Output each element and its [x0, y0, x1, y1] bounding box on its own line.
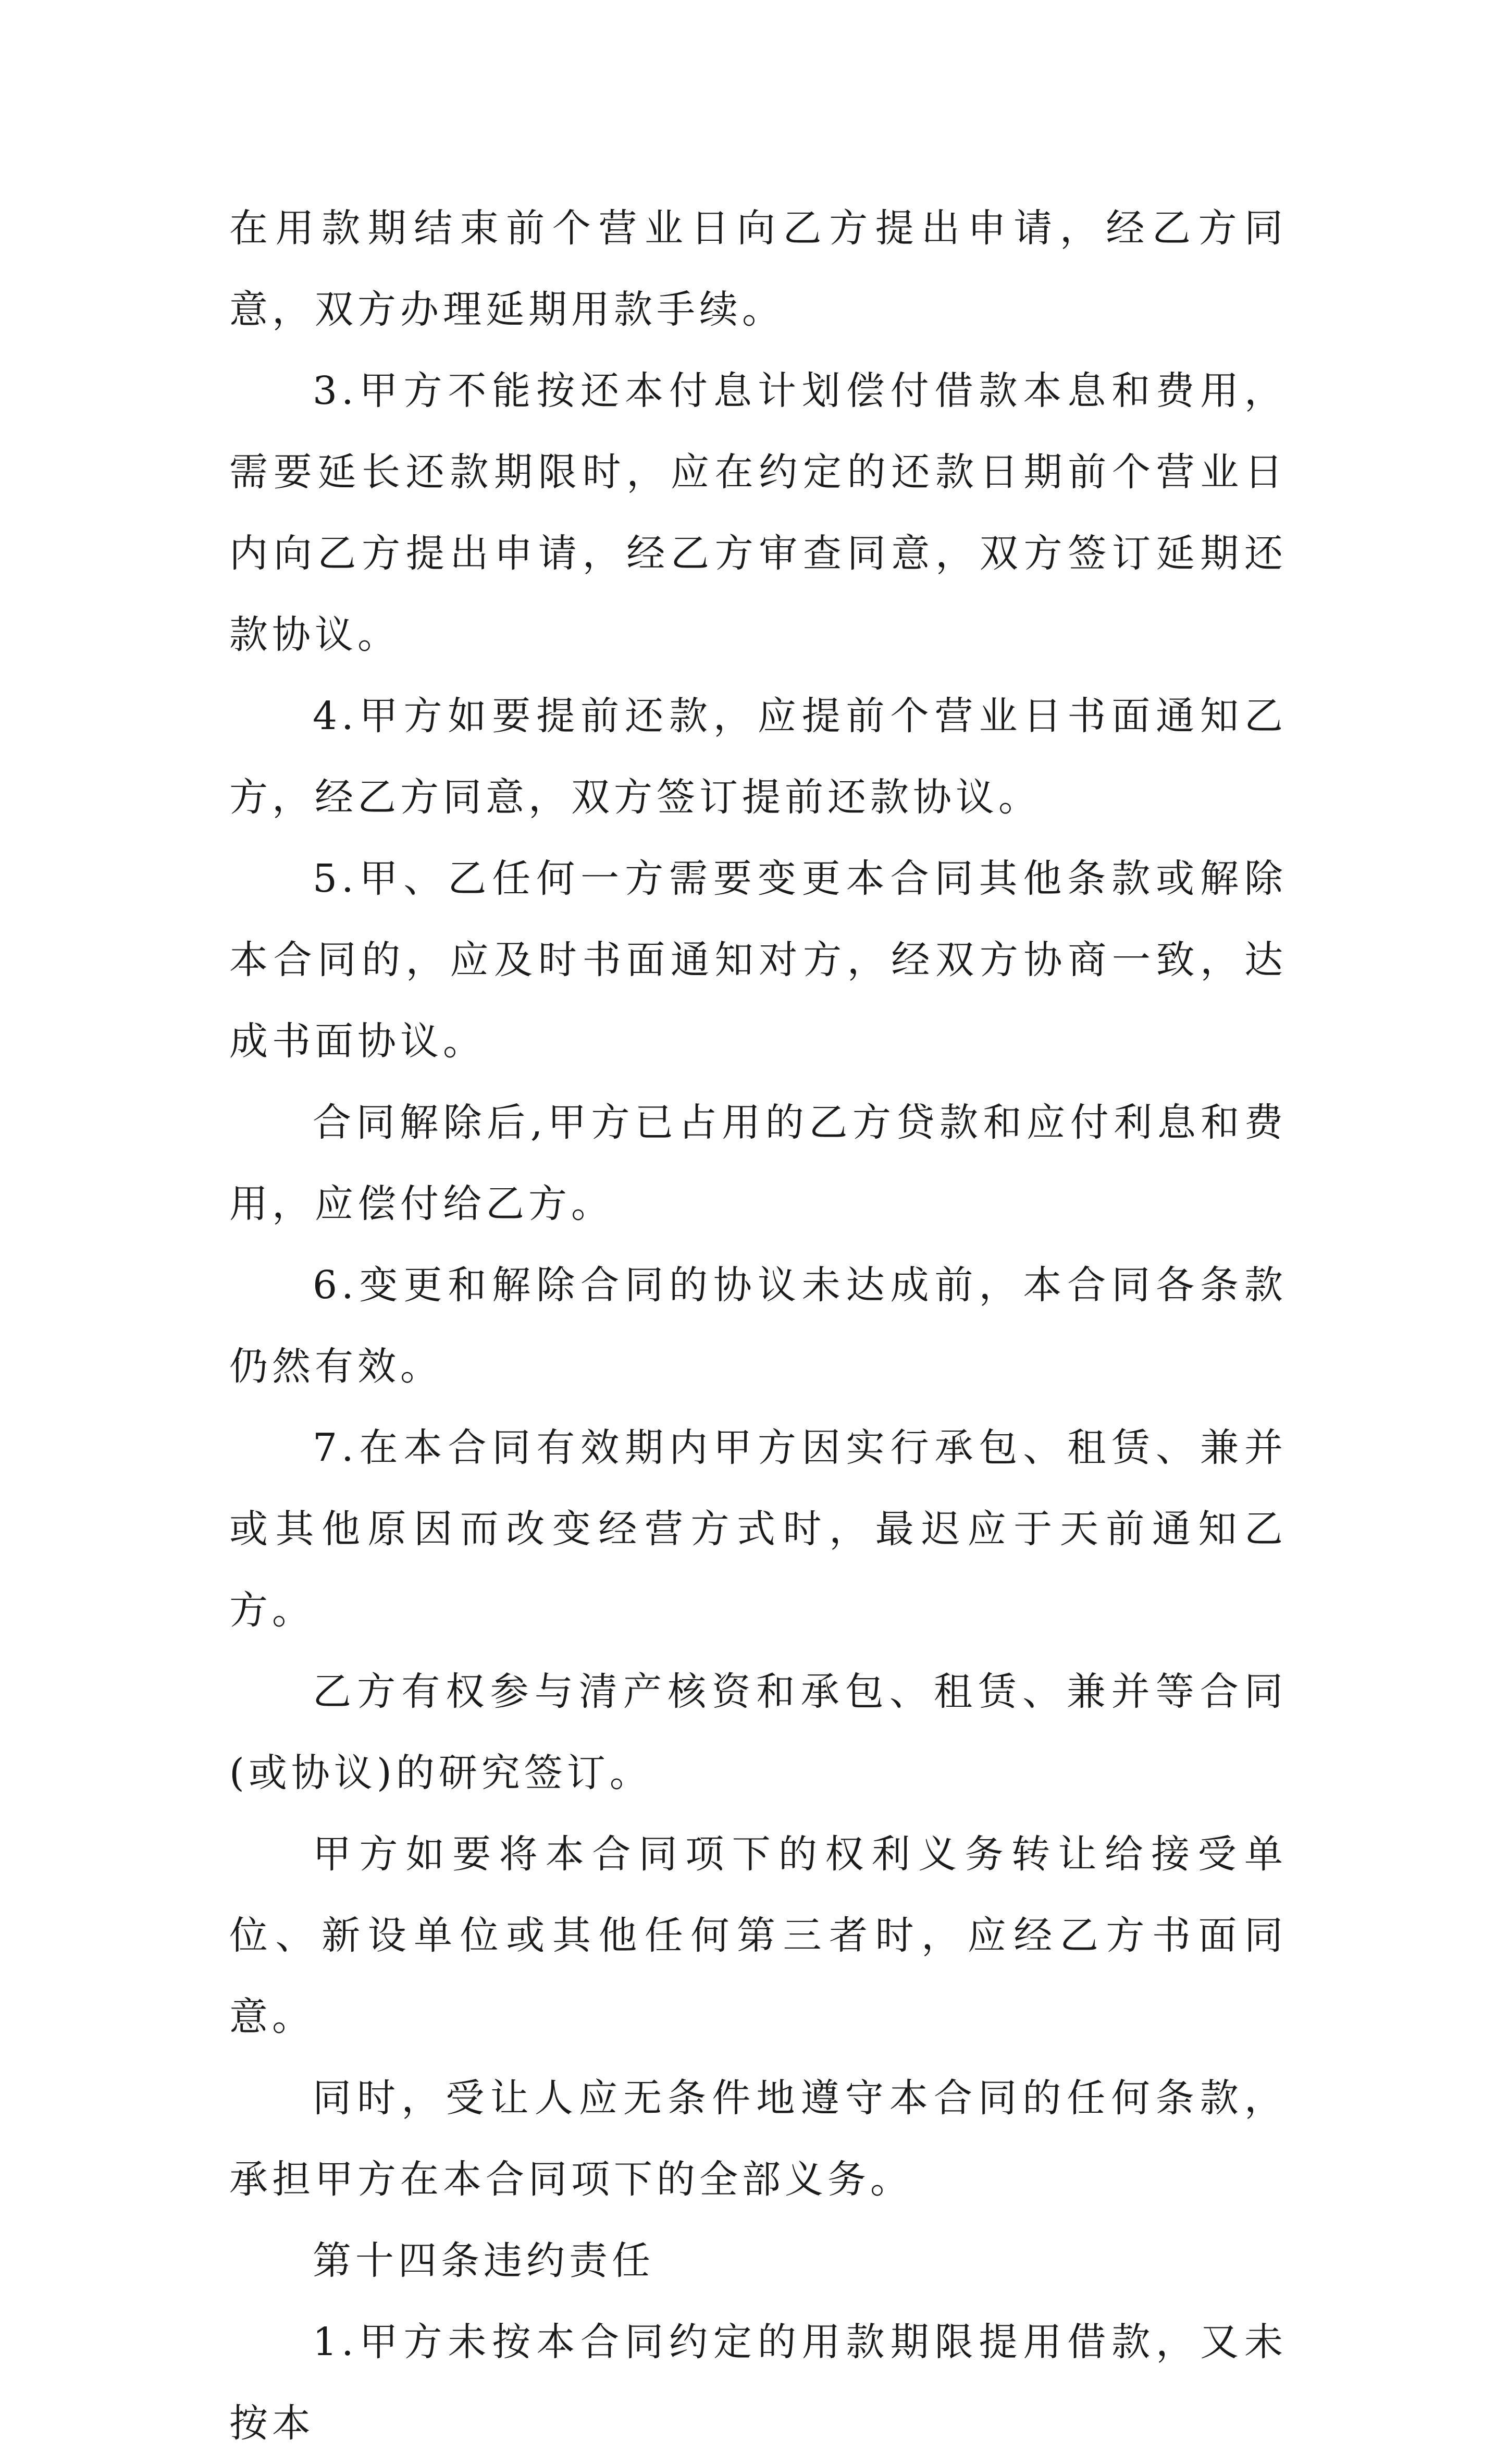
paragraph-6: 6.变更和解除合同的协议未达成前，本合同各条款仍然有效。	[229, 1263, 1287, 1389]
paragraph-5: 合同解除后,甲方已占用的乙方贷款和应付利息和费用，应偿付给乙方。	[229, 1100, 1287, 1226]
document-body	[229, 188, 1287, 2464]
paragraph-12: 1.甲方未按本合同约定的用款期限提用借款，又未按本	[229, 2320, 1287, 2446]
paragraph-8: 乙方有权参与清产核资和承包、租赁、兼并等合同(或协议)的研究签订。	[229, 1669, 1287, 1795]
paragraph-10: 同时，受让人应无条件地遵守本合同的任何条款，承担甲方在本合同项下的全部义务。	[229, 2076, 1287, 2202]
paragraph-7: 7.在本合同有效期内甲方因实行承包、租赁、兼并或其他原因而改变经营方式时，最迟应于天前通知乙方。	[229, 1425, 1287, 1633]
paragraph-4: 5.甲、乙任何一方需要变更本合同其他条款或解除本合同的，应及时书面通知对方，经双方协商一致，达成书面协议。	[229, 856, 1287, 1064]
paragraph-1: 在用款期结束前个营业日向乙方提出申请，经乙方同意，双方办理延期用款手续。	[229, 206, 1287, 332]
paragraph-9: 甲方如要将本合同项下的权利义务转让给接受单位、新设单位或其他任何第三者时，应经乙方书面同意。	[229, 1832, 1287, 2039]
paragraph-2: 3.甲方不能按还本付息计划偿付借款本息和费用，需要延长还款期限时，应在约定的还款日期前个营业日内向乙方提出申请，经乙方审查同意，双方签订延期还款协议。	[229, 368, 1287, 657]
section-heading-article-14: 第十四条违约责任	[313, 2238, 654, 2283]
paragraph-3: 4.甲方如要提前还款，应提前个营业日书面通知乙方，经乙方同意，双方签订提前还款协议。	[229, 694, 1287, 820]
